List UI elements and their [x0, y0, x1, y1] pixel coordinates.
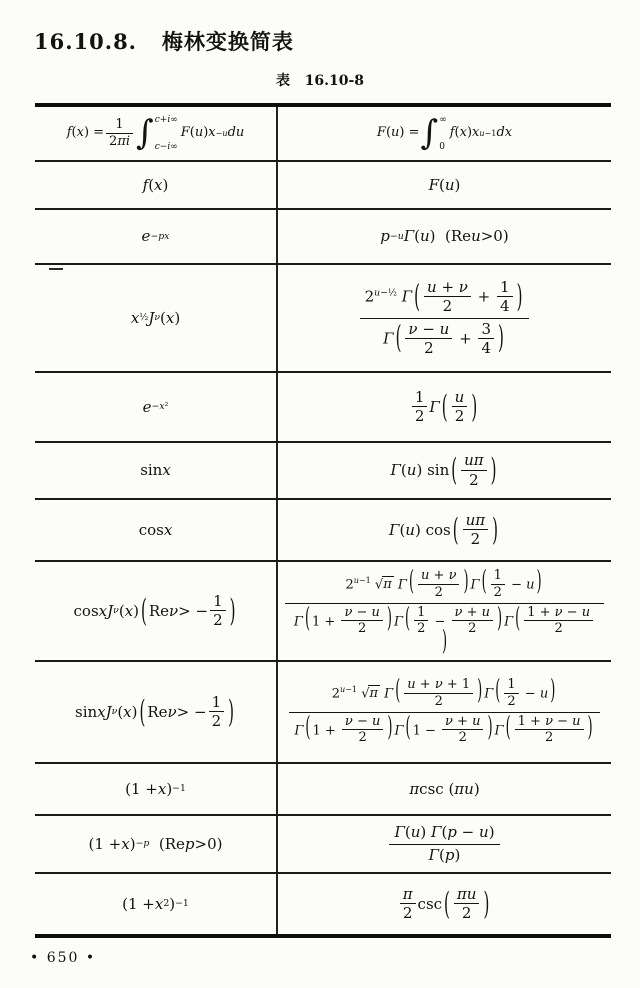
table-row	[35, 210, 611, 265]
Fu-cell: $2^{u-1}$ √π Γ ( $\frac{u + \nu}{2}$ ) Γ ( $\frac{1}{2}$ − u ) Γ ( 1 + $\frac{\nu - u}{2}$ ) Γ ( $\frac{1}{2}$ − $\frac{\nu + u}{2}$ ) Γ ( $\frac{1 + \nu - u}{2}$ )	[278, 562, 611, 660]
section-heading: 16.10.8. 梅林变换简表	[34, 29, 294, 54]
fx-header-cell: f ( x )	[35, 162, 278, 208]
fx-cell: sin x	[35, 443, 278, 498]
table-row	[35, 500, 611, 562]
fx-cell: sin x J ν ( x ) ( Re ν > − 1 2 )	[35, 662, 278, 762]
table-row	[35, 162, 611, 210]
fx-cell: cos x J ν ( x ) ( Re ν > − 1 2 )	[35, 562, 278, 660]
Fu-cell: $2^{u-\frac{1}{2}}$ Γ ( $\frac{u + \nu}{2}$ + $\frac{1}{4}$ ) Γ ( $\frac{\nu - u}{2}$ + $\frac{3}{4}$ )	[278, 265, 611, 371]
page-number: • 650 •	[30, 950, 97, 966]
Fu-cell: Γ(u) Γ(p − u) Γ(p)	[278, 816, 611, 872]
table-row	[35, 265, 611, 373]
Fu-cell: Γ ( u ) sin ( uπ 2 )	[390, 451, 497, 489]
table-row	[35, 874, 611, 934]
fx-cell: x ½ J ν ( x )	[35, 265, 278, 371]
Fu-cell: π 2 csc ( πu 2 )	[278, 874, 611, 934]
table-row	[35, 764, 611, 816]
fx-cell: (1 + x 2 ) −1	[35, 874, 278, 934]
table-row	[35, 662, 611, 764]
fx-cell: cos x	[35, 500, 278, 560]
table-row	[35, 373, 611, 443]
fx-definition-cell: f ( x ) = 1 2πi ∫ c+i∞ c−i∞ F ( u ) x −u du	[35, 107, 278, 160]
Fu-cell: π csc ( πu )	[409, 779, 480, 798]
Fu-cell: $2^{u-1}$ √π Γ ( $\frac{u + \nu + 1}{2}$ ) Γ ( $\frac{1}{2}$ − u ) Γ ( 1 + $\frac{\nu - u}{2}$ ) Γ ( 1 − $\frac{\nu + u}{2}$ ) Γ ( $\frac{1 + \nu - u}{2}$ )	[278, 662, 611, 762]
table-row	[35, 816, 611, 874]
Fu-definition-cell: F ( u ) = ∫ ∞ 0 f ( x ) x u−1 dx	[376, 113, 513, 154]
Fu-cell: 1 2 Γ ( u 2 )	[278, 373, 611, 441]
Fu-cell: Γ ( u ) cos ( uπ 2 )	[389, 510, 498, 548]
table-row	[35, 443, 611, 500]
fx-cell: e −px	[35, 210, 278, 263]
Fu-cell: p −u Γ ( u ) (Re u >0)	[380, 227, 509, 246]
Fu-header-cell: F ( u )	[428, 175, 461, 194]
fx-cell: (1 + x ) −p (Re p >0)	[35, 816, 278, 872]
table-caption: 表 16.10-8	[275, 73, 364, 89]
fx-cell: (1 + x ) −1	[35, 764, 278, 814]
table-row	[35, 562, 611, 662]
table-row	[35, 107, 611, 162]
fx-cell: e −x²	[35, 373, 278, 441]
mellin-transform-table	[35, 103, 611, 938]
